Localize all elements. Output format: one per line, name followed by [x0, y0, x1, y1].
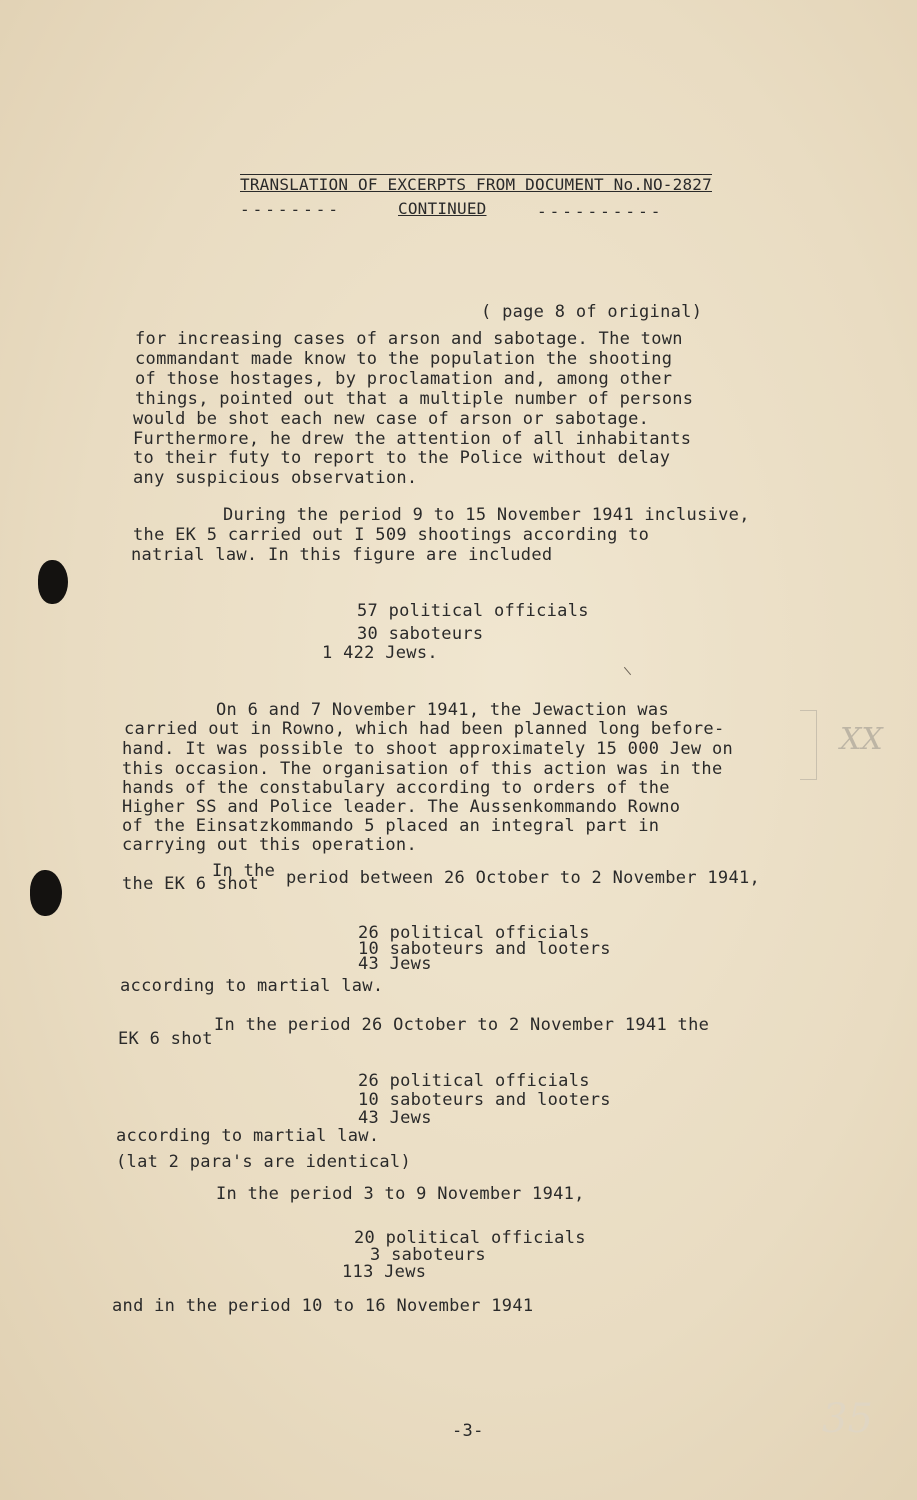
para2-line: the EK 5 carried out I 509 shootings according to — [133, 525, 650, 545]
list3-item: 43 Jews — [358, 1108, 432, 1128]
list4-item: 20 political officials — [354, 1228, 586, 1248]
para4-end: according to martial law. — [120, 976, 384, 996]
list4-item: 3 saboteurs — [370, 1245, 486, 1265]
margin-bracket — [800, 710, 817, 780]
para3-line: hand. It was possible to shoot approximately 15 000 Jew on — [122, 739, 734, 759]
punch-hole-top — [38, 560, 68, 604]
para2-line: During the period 9 to 15 November 1941 inclusive, — [223, 505, 750, 525]
stamp-number: 35 — [822, 1396, 873, 1442]
list4-item: 113 Jews — [342, 1262, 427, 1282]
identical-note: (lat 2 para's are identical) — [116, 1152, 411, 1172]
list2-item: 43 Jews — [358, 954, 432, 974]
list1-item: 30 saboteurs — [357, 624, 484, 644]
dashes-right: ---------- — [537, 202, 664, 221]
list2-item: 10 saboteurs and looters — [358, 939, 611, 959]
list3-item: 26 political officials — [358, 1071, 590, 1091]
para1-line: of those hostages, by proclamation and, among other — [135, 369, 673, 389]
stray-mark — [624, 667, 631, 675]
page-reference: ( page 8 of original) — [481, 302, 703, 322]
list3-item: 10 saboteurs and looters — [358, 1090, 611, 1110]
para3-line: carrying out this operation. — [122, 835, 417, 855]
para5-start: EK 6 shot — [118, 1029, 213, 1049]
list1-item: 1 422 Jews. — [322, 643, 438, 663]
para4-insert: In the — [212, 861, 276, 881]
para1-line: things, pointed out that a multiple number of persons — [135, 389, 694, 409]
para3-line: Higher SS and Police leader. The Aussenkommando Rowno — [122, 797, 681, 817]
page-number: -3- — [452, 1421, 484, 1441]
para1-line: commandant made know to the population the shooting — [135, 349, 673, 369]
para4-start: the EK 6 shot — [122, 874, 259, 894]
document-title: TRANSLATION OF EXCERPTS FROM DOCUMENT No.NO-2827 — [240, 175, 712, 194]
para1-line: for increasing cases of arson and sabotage. The town — [135, 329, 683, 349]
para3-line: of the Einsatzkommando 5 placed an integral part in — [122, 816, 660, 836]
para1-line: Furthermore, he drew the attention of all inhabitants — [133, 429, 692, 449]
para1-line: any suspicious observation. — [133, 468, 418, 488]
para1-line: would be shot each new case of arson or sabotage. — [133, 409, 650, 429]
list1-item: 57 political officials — [357, 601, 589, 621]
para3-line: hands of the constabulary according to orders of the — [122, 778, 670, 798]
para5-end: according to martial law. — [116, 1126, 380, 1146]
para1-line: to their futy to report to the Police without delay — [133, 448, 671, 468]
para6-line: In the period 3 to 9 November 1941, — [216, 1184, 585, 1204]
para4-line: period between 26 October to 2 November 1941, — [286, 868, 761, 888]
margin-xx-mark: XX — [840, 722, 883, 757]
dashes-left: -------- — [240, 200, 342, 219]
continued-label: CONTINUED — [398, 199, 487, 218]
para3-line: this occasion. The organisation of this action was in the — [122, 759, 723, 779]
punch-hole-bottom — [30, 870, 62, 916]
para3-line: carried out in Rowno, which had been planned long before- — [124, 719, 725, 739]
list2-item: 26 political officials — [358, 923, 590, 943]
para5-line: In the period 26 October to 2 November 1941 the — [214, 1015, 710, 1035]
para3-line: On 6 and 7 November 1941, the Jewaction was — [216, 700, 669, 720]
para7-line: and in the period 10 to 16 November 1941 — [112, 1296, 534, 1316]
para2-line: natrial law. In this figure are included — [131, 545, 553, 565]
